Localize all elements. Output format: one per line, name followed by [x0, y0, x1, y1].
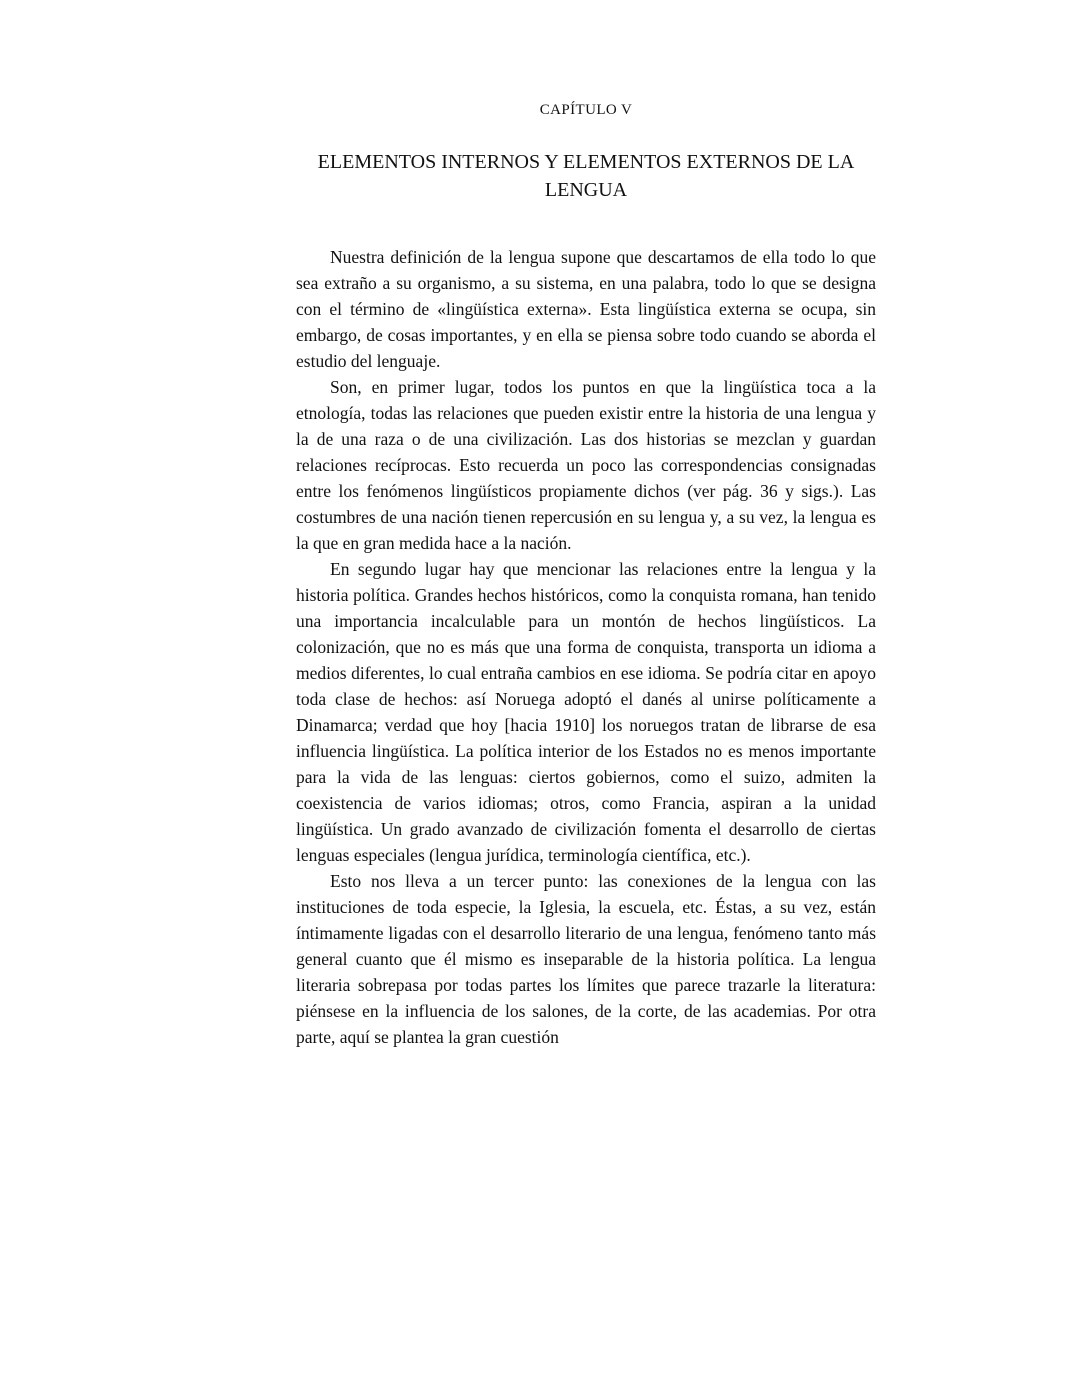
chapter-label: CAPÍTULO V — [539, 102, 633, 118]
paragraph-1: Nuestra definición de la lengua supone que descartamos de ella todo lo que sea extraño a su organismo, a su sistema, en una palabra, todo lo que se designa con el término de «lingüística externa». Esta lingüística externa se ocupa, sin embargo, de cosas importantes, y en ella se piensa sobre todo cuando se aborda el estudio del lenguaje. — [296, 247, 876, 371]
paragraph-3: En segundo lugar hay que mencionar las relaciones entre la lengua y la historia política. Grandes hechos históricos, como la conquista romana, han tenido una importancia incalculable para un montón de hechos lingüísticos. La colonización, que no es más que una forma de conquista, transporta un idioma a medios diferentes, lo cual entraña cambios en ese idioma. Se podría citar en apoyo toda clase de hechos: así Noruega adoptó el danés al unirse políticamente a Dinamarca; verdad que hoy [hacia 1910] los noruegos tratan de librarse de esa influencia lingüística. La política interior de los Estados no es menos importante para la vida de las lenguas: ciertos gobiernos, como el suizo, admiten la coexistencia de varios idiomas; otros, como Francia, aspiran a la unidad lingüística. Un grado avanzado de civilización fomenta el desarrollo de ciertas lenguas especiales (lengua jurídica, terminología científica, etc.). — [296, 559, 876, 865]
body-text — [296, 244, 876, 1050]
page-title: ELEMENTOS INTERNOS Y ELEMENTOS EXTERNOS DE LA LENGUA — [317, 151, 855, 201]
paragraph-2: Son, en primer lugar, todos los puntos en que la lingüística toca a la etnología, todas las relaciones que pueden existir entre la historia de una lengua y la de una raza o de una civilización. Las dos historias se mezclan y guardan relaciones recíprocas. Esto recuerda un poco las correspondencias consignadas entre los fenómenos lingüísticos propiamente dichos (ver pág. 36 y sigs.). Las costumbres de una nación tienen repercusión en su lengua y, a su vez, la lengua es la que en gran medida hace a la nación. — [296, 377, 876, 553]
text-column — [296, 101, 876, 1050]
paragraph-4: Esto nos lleva a un tercer punto: las conexiones de la lengua con las instituciones de toda especie, la Iglesia, la escuela, etc. Éstas, a su vez, están íntimamente ligadas con el desarrollo literario de una lengua, fenómeno tanto más general cuanto que él mismo es inseparable de la historia política. La lengua literaria sobrepasa por todas partes los límites que parece trazarle la literatura: piénsese en la influencia de los salones, de la corte, de las academias. Por otra parte, aquí se plantea la gran cuestión — [296, 871, 876, 1047]
